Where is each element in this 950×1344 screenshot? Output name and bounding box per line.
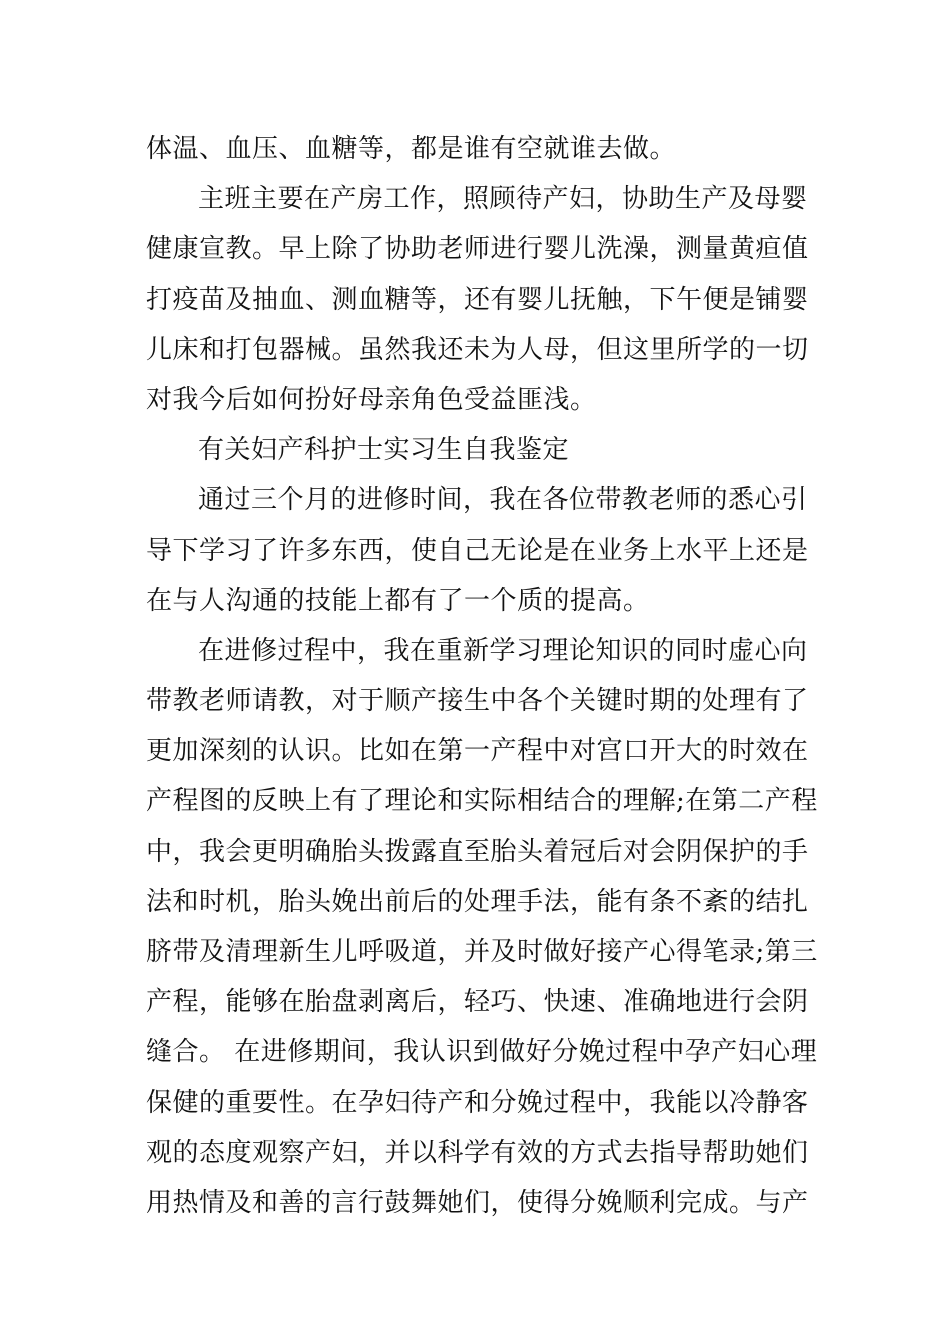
document-body — [146, 124, 818, 1228]
text-line: 通过三个月的进修时间，我在各位带教老师的悉心引 — [198, 485, 808, 516]
text-line: 在进修过程中，我在重新学习理论知识的同时虚心向 — [198, 635, 808, 666]
text-line: 主班主要在产房工作，照顾待产妇，协助生产及母婴 — [198, 184, 808, 215]
text-line: 打疫苗及抽血、测血糖等，还有婴儿抚触，下午便是铺婴 — [146, 284, 809, 315]
text-line: 有关妇产科护士实习生自我鉴定 — [198, 435, 570, 466]
text-line: 带教老师请教，对于顺产接生中各个关键时期的处理有了 — [146, 686, 809, 717]
text-line: 中，我会更明确胎头拨露直至胎头着冠后对会阴保护的手 — [146, 836, 809, 867]
text-line: 儿床和打包器械。虽然我还未为人母，但这里所学的一切 — [146, 334, 809, 365]
text-line: 在与人沟通的技能上都有了一个质的提高。 — [146, 585, 650, 616]
text-line: 健康宣教。早上除了协助老师进行婴儿洗澡，测量黄疸值 — [146, 234, 809, 265]
text-line: 用热情及和善的言行鼓舞她们，使得分娩顺利完成。与产 — [146, 1187, 809, 1218]
text-line: 对我今后如何扮好母亲角色受益匪浅。 — [146, 384, 597, 415]
text-line: 体温、血压、血糖等，都是谁有空就谁去做。 — [146, 134, 677, 164]
text-line: 更加深刻的认识。比如在第一产程中对宫口开大的时效在 — [146, 736, 809, 767]
text-line: 缝合。 在进修期间，我认识到做好分娩过程中孕产妇心理 — [146, 1037, 818, 1068]
text-line: 导下学习了许多东西，使自己无论是在业务上水平上还是 — [146, 535, 809, 566]
text-line: 脐带及清理新生儿呼吸道，并及时做好接产心得笔录;第三 — [146, 937, 818, 967]
text-line: 法和时机，胎头娩出前后的处理手法，能有条不紊的结扎 — [146, 886, 809, 917]
text-line: 观的态度观察产妇，并以科学有效的方式去指导帮助她们 — [146, 1137, 809, 1168]
text-line: 保健的重要性。在孕妇待产和分娩过程中，我能以冷静客 — [146, 1087, 809, 1118]
text-line: 产程，能够在胎盘剥离后，轻巧、快速、准确地进行会阴 — [146, 987, 809, 1018]
text-line: 产程图的反映上有了理论和实际相结合的理解;在第二产程 — [146, 786, 818, 817]
